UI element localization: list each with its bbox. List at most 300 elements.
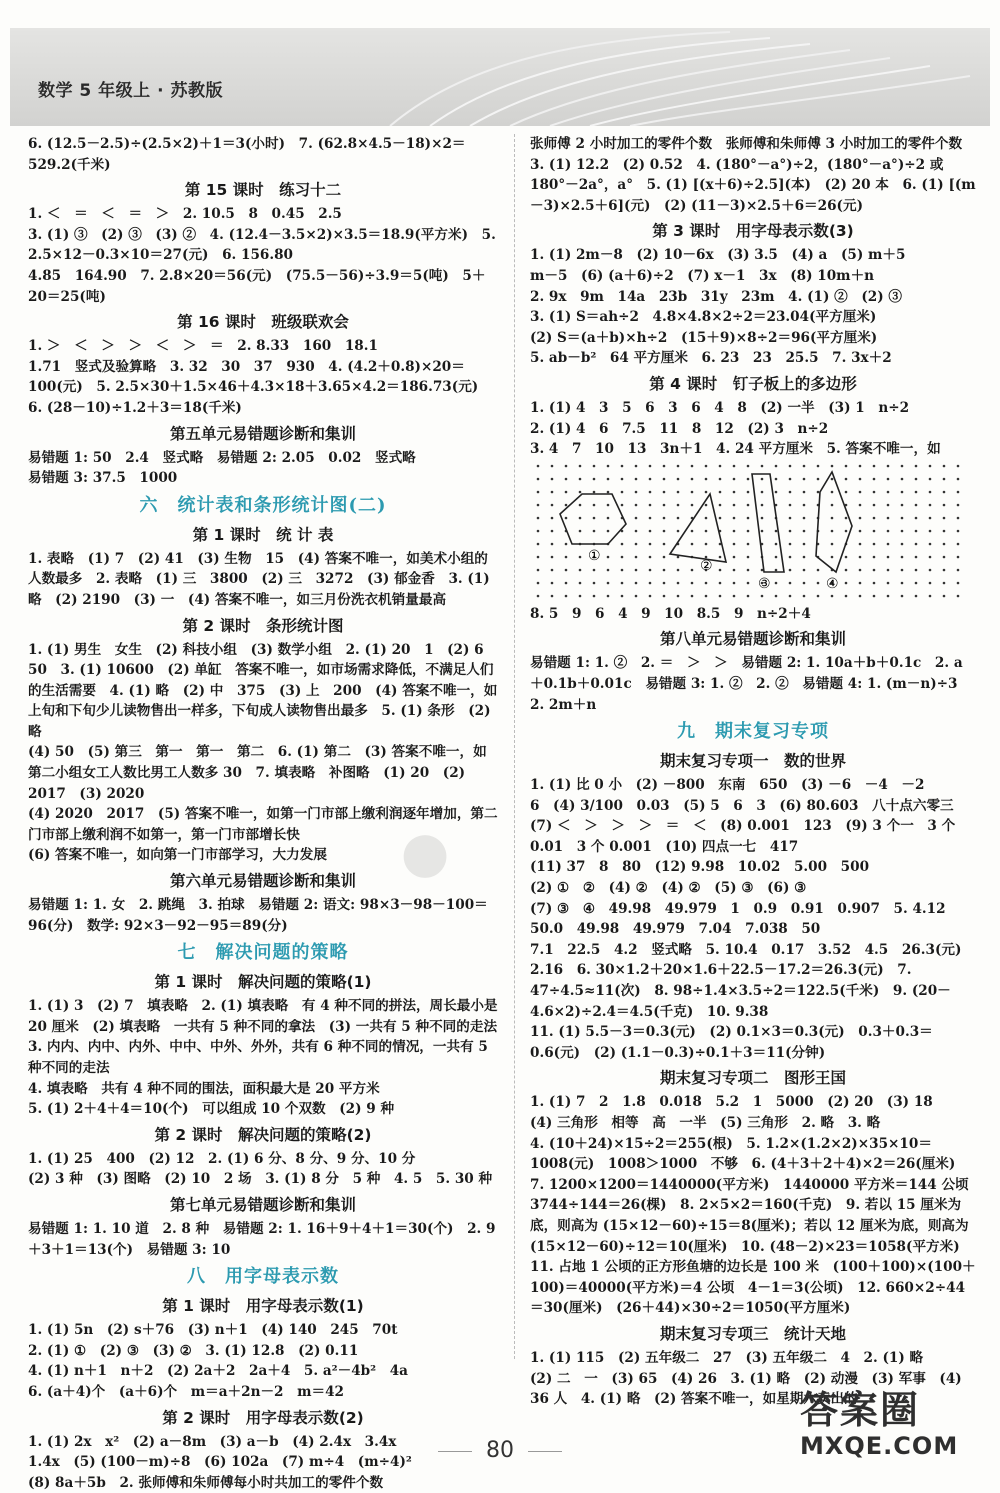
geoboard-peg: [593, 503, 596, 506]
geoboard-peg: [565, 555, 568, 558]
geoboard-peg: [887, 477, 890, 480]
geoboard-peg: [915, 464, 918, 467]
answer-block: 1. (1) 4 3 5 6 3 6 4 8 (2) 一半 (3) 1 n÷2 2. (1) 4 6 7.5 11 8 12 (2) 3 n÷2 3. 4 7 10 13 3n＋1 4. 24 平方厘米 5. 答案不唯一，如: [530, 399, 941, 458]
geoboard-peg: [817, 581, 820, 584]
geoboard-peg: [565, 542, 568, 545]
geoboard-peg: [887, 555, 890, 558]
geoboard-peg: [789, 490, 792, 493]
geoboard-peg: [887, 568, 890, 571]
geoboard-peg: [789, 477, 792, 480]
geoboard-peg: [859, 464, 862, 467]
polygon-3: [752, 474, 784, 572]
geoboard-peg: [789, 594, 792, 597]
geoboard-peg: [901, 490, 904, 493]
geoboard-peg: [537, 568, 540, 571]
geoboard-peg: [901, 464, 904, 467]
footer-dash-right: [528, 1451, 562, 1452]
geoboard-peg: [677, 581, 680, 584]
lesson-heading: 第七单元易错题诊断和集训: [169, 1195, 356, 1214]
geoboard-peg: [761, 477, 764, 480]
geoboard-peg: [565, 464, 568, 467]
geoboard-peg: [551, 503, 554, 506]
geoboard-peg: [635, 503, 638, 506]
page-number: 80: [486, 1438, 514, 1463]
geoboard-peg: [929, 464, 932, 467]
geoboard-peg: [593, 594, 596, 597]
answer-block: 易错题 1: 1. 女 2. 跳绳 3. 拍球 易错题 2: 语文: 98×3－98－100＝96(分) 数学: 92×3－92－95＝89(分): [28, 897, 488, 934]
geoboard-peg: [649, 568, 652, 571]
geoboard-peg: [649, 542, 652, 545]
geoboard-peg: [943, 503, 946, 506]
geoboard-peg: [761, 464, 764, 467]
geoboard-peg: [831, 477, 834, 480]
lesson-heading: 第 1 课时 统 计 表: [192, 525, 334, 544]
geoboard-peg: [537, 529, 540, 532]
geoboard-peg: [957, 594, 960, 597]
geoboard-peg: [929, 555, 932, 558]
geoboard-peg: [929, 529, 932, 532]
geoboard-peg: [873, 568, 876, 571]
geoboard-peg: [943, 594, 946, 597]
geoboard-peg: [747, 581, 750, 584]
geoboard-peg: [649, 529, 652, 532]
geoboard-peg: [761, 490, 764, 493]
geoboard-peg: [901, 516, 904, 519]
geoboard-peg: [663, 490, 666, 493]
geoboard-peg: [915, 555, 918, 558]
geoboard-peg: [607, 490, 610, 493]
geoboard-peg: [719, 568, 722, 571]
geoboard-peg: [859, 542, 862, 545]
answer-block: 1. (1) 25 400 (2) 12 2. (1) 6 分、8 分、9 分、10 分 (2) 3 种 (3) 图略 (2) 10 2 场 3. (1) 8 分 5 种 4. 5 5. 30 种: [28, 1150, 493, 1188]
geoboard-peg: [789, 555, 792, 558]
geoboard-peg: [607, 568, 610, 571]
geoboard-peg: [579, 503, 582, 506]
geoboard-peg: [845, 477, 848, 480]
geoboard-peg: [719, 516, 722, 519]
geoboard-peg: [719, 581, 722, 584]
geoboard-peg: [761, 516, 764, 519]
geoboard-peg: [593, 529, 596, 532]
geoboard-peg: [761, 529, 764, 532]
geoboard-peg: [733, 516, 736, 519]
geoboard-peg: [635, 581, 638, 584]
geoboard-peg: [859, 568, 862, 571]
geoboard-peg: [537, 555, 540, 558]
figure-label-3: ③: [758, 575, 771, 592]
geoboard-peg: [887, 490, 890, 493]
geoboard-peg: [607, 503, 610, 506]
geoboard-peg: [621, 542, 624, 545]
geoboard-peg: [859, 529, 862, 532]
geoboard-peg: [859, 503, 862, 506]
geoboard-peg: [775, 477, 778, 480]
answer-block: 1. 表略 (1) 7 (2) 41 (3) 生物 15 (4) 答案不唯一，如美术小组的人数最多 2. 表略 (1) 三 3800 (2) 三 3272 (3) 郁金香 3. (1) 略 (2) 2190 (3) 一 (4) 答案不唯一，如三月份洗衣机销量最高: [28, 550, 495, 608]
geoboard-peg: [929, 568, 932, 571]
geoboard-peg: [803, 555, 806, 558]
geoboard-peg: [677, 490, 680, 493]
geoboard-peg: [579, 490, 582, 493]
geoboard-peg: [775, 464, 778, 467]
geoboard-peg: [775, 555, 778, 558]
geoboard-peg: [677, 568, 680, 571]
geoboard-peg: [775, 529, 778, 532]
geoboard-peg: [943, 464, 946, 467]
geoboard-peg: [635, 464, 638, 467]
geoboard-peg: [635, 490, 638, 493]
geoboard-peg: [747, 529, 750, 532]
geoboard-peg: [537, 490, 540, 493]
geoboard-peg: [551, 555, 554, 558]
geoboard-peg: [551, 464, 554, 467]
geoboard-peg: [887, 516, 890, 519]
geoboard-peg: [537, 503, 540, 506]
geoboard-peg: [957, 477, 960, 480]
lesson-heading: 第 1 课时 解决问题的策略(1): [154, 973, 372, 992]
answer-block: 易错题 1: 1. ② 2. ＝ ＞ ＞ 易错题 2: 1. 10a＋b＋0.1c 2. a＋0.1b＋0.01c 易错题 3: 1. ② 2. ② 易错题 4: 1. (m－n)÷3 2. 2m＋n: [530, 655, 972, 713]
geoboard-peg: [873, 594, 876, 597]
geoboard-peg: [831, 503, 834, 506]
geoboard-peg: [775, 490, 778, 493]
geoboard-peg: [719, 477, 722, 480]
geoboard-peg: [803, 581, 806, 584]
geoboard-peg: [915, 503, 918, 506]
geoboard-peg: [901, 581, 904, 584]
geoboard-peg: [607, 555, 610, 558]
geoboard-peg: [957, 542, 960, 545]
geoboard-peg: [705, 594, 708, 597]
geoboard-peg: [677, 503, 680, 506]
geoboard-peg: [957, 503, 960, 506]
page-header-title: 数学 5 年级上 · 苏教版: [38, 81, 223, 101]
geoboard-peg: [691, 490, 694, 493]
geoboard-peg: [719, 594, 722, 597]
geoboard-peg: [733, 477, 736, 480]
geoboard-peg: [845, 581, 848, 584]
geoboard-peg: [607, 516, 610, 519]
geoboard-peg: [663, 581, 666, 584]
geoboard-peg: [705, 490, 708, 493]
geoboard-peg: [873, 581, 876, 584]
geoboard-peg: [957, 568, 960, 571]
geoboard-peg: [565, 516, 568, 519]
geoboard-peg: [747, 568, 750, 571]
geoboard-peg: [789, 516, 792, 519]
geoboard-peg: [649, 477, 652, 480]
geoboard-peg: [803, 490, 806, 493]
geoboard-peg: [677, 516, 680, 519]
geoboard-peg: [957, 529, 960, 532]
geoboard-peg: [817, 490, 820, 493]
geoboard-peg: [747, 477, 750, 480]
geoboard-peg: [663, 594, 666, 597]
geoboard-peg: [901, 542, 904, 545]
geoboard-peg: [677, 555, 680, 558]
geoboard-peg: [831, 490, 834, 493]
geoboard-peg: [733, 594, 736, 597]
geoboard-peg: [817, 568, 820, 571]
geoboard-peg: [873, 490, 876, 493]
geoboard-peg: [593, 516, 596, 519]
geoboard-peg: [649, 581, 652, 584]
lesson-heading: 第五单元易错题诊断和集训: [169, 424, 356, 443]
geoboard-peg: [929, 490, 932, 493]
geoboard-peg: [537, 594, 540, 597]
geoboard-peg: [663, 477, 666, 480]
geoboard-peg: [915, 594, 918, 597]
lesson-heading: 第 1 课时 用字母表示数(1): [162, 1297, 364, 1316]
geoboard-peg: [733, 542, 736, 545]
geoboard-peg: [733, 581, 736, 584]
geoboard-peg: [775, 581, 778, 584]
site-logo: [800, 1388, 990, 1466]
geoboard-peg: [621, 555, 624, 558]
geoboard-peg: [761, 594, 764, 597]
geoboard-peg: [901, 555, 904, 558]
geoboard-peg: [845, 490, 848, 493]
geoboard-peg: [649, 490, 652, 493]
geoboard-peg: [621, 568, 624, 571]
geoboard-peg: [621, 490, 624, 493]
geoboard-peg: [551, 594, 554, 597]
geoboard-peg: [705, 503, 708, 506]
geoboard-peg: [831, 594, 834, 597]
geoboard-peg: [831, 464, 834, 467]
geoboard-peg: [943, 568, 946, 571]
geoboard-peg: [579, 568, 582, 571]
geoboard-peg: [943, 529, 946, 532]
geoboard-peg: [887, 542, 890, 545]
geoboard-peg: [901, 503, 904, 506]
geoboard-peg: [943, 490, 946, 493]
geoboard-peg: [957, 555, 960, 558]
answer-block: 易错题 1: 1. 10 道 2. 8 种 易错题 2: 1. 16＋9＋4＋1＝30(个) 2. 9＋3＋1＝13(个) 易错题 3: 10: [28, 1220, 496, 1258]
geoboard-peg: [537, 581, 540, 584]
geoboard-peg: [901, 477, 904, 480]
geoboard-peg: [915, 516, 918, 519]
lesson-heading: 期末复习专项三 统计天地: [659, 1324, 846, 1343]
geoboard-peg: [887, 503, 890, 506]
geoboard-peg: [551, 542, 554, 545]
geoboard-peg: [551, 568, 554, 571]
answer-block: 1. (1) 3 (2) 7 填表略 2. (1) 填表略 有 4 种不同的拼法，周长最小是 20 厘米 (2) 填表略 一共有 5 种不同的拿法 (3) 一共有 5 种不同的走法 3. 内内、内中、内外、中中、中外、外外，共有 6 种不同的情况，一共有 5 种不同的走法 4. 填表略 共有 4 种不同的围法，面积最大是 20 平方米 5. (1) 2＋4＋4＝10(个) 可以组成 10 个双数 (2) 9 种: [28, 998, 498, 1118]
geoboard-peg: [957, 464, 960, 467]
geoboard-peg: [733, 464, 736, 467]
geoboard-peg: [691, 594, 694, 597]
lesson-heading: 第 16 课时 班级联欢会: [177, 313, 349, 332]
geoboard-peg: [677, 529, 680, 532]
geoboard-peg: [691, 568, 694, 571]
geoboard-peg: [607, 529, 610, 532]
watermark: ●: [395, 816, 454, 889]
geoboard-figure: [530, 462, 976, 602]
geoboard-peg: [915, 542, 918, 545]
lesson-heading: 第八单元易错题诊断和集训: [659, 630, 846, 649]
figure-label-2: ②: [700, 557, 713, 574]
geoboard-peg: [537, 542, 540, 545]
lesson-heading: 期末复习专项二 图形王国: [659, 1069, 846, 1088]
geoboard-peg: [887, 581, 890, 584]
geoboard-peg: [859, 490, 862, 493]
geoboard-peg: [873, 477, 876, 480]
left-column: [28, 134, 498, 1493]
geoboard-peg: [859, 555, 862, 558]
geoboard-peg: [663, 503, 666, 506]
geoboard-peg: [649, 555, 652, 558]
lesson-heading: 第 2 课时 条形统计图: [182, 616, 344, 635]
geoboard-peg: [775, 542, 778, 545]
answer-block: 1. (1) 男生 女生 (2) 科技小组 (3) 数学小组 2. (1) 20 1 (2) 6 50 3. (1) 10600 (2) 单缸 答案不唯一，如市场需求降低，不满足人们的生活需要 4. (1) 略 (2) 中 375 (3) 上 200 (4) 答案不唯一，如上旬和下旬少儿读物售出一样多，下旬成人读物售出最多 5. (1) 条形 (2) 略 (4) 50 (5) 第三 第一 第一 第二 6. (1) 第二 (3) 答案不唯一，如第二小组女工人数比男工人数多 30 7. 填表略 补图略 (1) 20 (2) 2017 (3) 2020 (4) 2020 2017 (5) 答案不唯一，如第一门市部上缴利润逐年增加，第二门市部上缴利润不如第一，第一门市部增长快 (6) 答案不唯一，如向第一门市部学习，大力发展: [28, 641, 498, 864]
geoboard-peg: [887, 594, 890, 597]
logo-text-bottom: MXQE.COM: [800, 1432, 959, 1460]
geoboard-peg: [621, 581, 624, 584]
geoboard-peg: [943, 542, 946, 545]
geoboard-peg: [845, 516, 848, 519]
geoboard-peg: [845, 568, 848, 571]
geoboard-peg: [621, 503, 624, 506]
geoboard-peg: [551, 477, 554, 480]
geoboard-peg: [859, 581, 862, 584]
lesson-heading: 期末复习专项一 数的世界: [659, 752, 846, 771]
lesson-heading: 第 2 课时 用字母表示数(2): [162, 1408, 364, 1427]
geoboard-peg: [551, 581, 554, 584]
answer-block: 1. (1) 115 (2) 五年级二 27 (3) 五年级二 4 2. (1) 略 (2) 二 一 (3) 65 (4) 26 3. (1) 略 (2) 动漫 (3) 军事 (4) 36 人 4. (1) 略 (2) 答案不唯一，如星期六卖出的: [530, 1349, 962, 1408]
logo-text-top: 答案圈: [800, 1388, 921, 1432]
polygon-1: [560, 494, 626, 544]
geoboard-peg: [649, 464, 652, 467]
geoboard-peg: [789, 568, 792, 571]
geoboard-peg: [929, 542, 932, 545]
geoboard-peg: [859, 516, 862, 519]
geoboard-peg: [593, 477, 596, 480]
geoboard-peg: [817, 477, 820, 480]
geoboard-peg: [635, 529, 638, 532]
geoboard-peg: [747, 542, 750, 545]
unit-title: 七 解决问题的策略: [177, 942, 349, 964]
geoboard-peg: [929, 581, 932, 584]
geoboard-peg: [873, 542, 876, 545]
geoboard-peg: [733, 503, 736, 506]
geoboard-peg: [831, 516, 834, 519]
geoboard-peg: [691, 542, 694, 545]
geoboard-peg: [943, 477, 946, 480]
geoboard-peg: [789, 529, 792, 532]
geoboard-peg: [901, 594, 904, 597]
geoboard-peg: [859, 477, 862, 480]
geoboard-peg: [887, 529, 890, 532]
geoboard-peg: [719, 490, 722, 493]
geoboard-peg: [635, 477, 638, 480]
geoboard-peg: [705, 542, 708, 545]
geoboard-peg: [705, 464, 708, 467]
geoboard-peg: [635, 568, 638, 571]
geoboard-peg: [649, 503, 652, 506]
answer-block: 1. (1) 5n (2) s＋76 (3) n＋1 (4) 140 245 70t 2. (1) ① (2) ③ (3) ② 3. (1) 12.8 (2) 0.11 4. (1) n＋1 n＋2 (2) 2a＋2 2a＋4 5. a²－4b² 4a 6. (a＋4)个 (a＋6)个 m＝a＋2n－2 m＝42: [28, 1322, 408, 1400]
geoboard-peg: [845, 555, 848, 558]
answer-block: 1. (1) 比 0 小 (2) －800 东南 650 (3) －6 －4 －2 6 (4) 3/100 0.03 (5) 5 6 3 (6) 80.603 八十点六零三 (7) ＜ ＞ ＞ ＞ ＝ ＜ (8) 0.001 123 (9) 3 个一 3 个 0.01 3 个 0.001 (10) 四点一七 417 (11) 37 8 80 (12) 9.98 10.02 5.00 500 (2) ① ② (4) ② (4) ② (5) ③ (6) ③ (7) ③ ④ 49.98 49.979 1 0.9 0.91 0.907 5. 4.12 50.0 49.98 49.979 7.04 7.038 50 7.1 22.5 4.2 竖式略 5. 10.4 0.17 3.52 4.5 26.3(元) 2.16 6. 30×1.2＋20×1.6＋22.5－17.2＝26.3(元) 7. 47÷4.5≈11(次) 8. 98÷1.4×3.5÷2＝122.5(千米) 9. (20－4.6×2)÷2.4＝4.5(千克) 10. 9.38 11. (1) 5.5－3＝0.3(元) (2) 0.1×3＝0.3(元) 0.3＋0.3＝0.6(元) (2) (1.1－0.3)÷0.1＋3＝11(分钟): [530, 777, 962, 1061]
geoboard-peg: [649, 516, 652, 519]
geoboard-peg: [775, 594, 778, 597]
footer-dash-left: [438, 1451, 472, 1452]
geoboard-peg: [803, 464, 806, 467]
geoboard-peg: [691, 503, 694, 506]
geoboard-peg: [915, 529, 918, 532]
geoboard-peg: [705, 516, 708, 519]
geoboard-peg: [859, 594, 862, 597]
geoboard-peg: [621, 464, 624, 467]
geoboard-peg: [929, 477, 932, 480]
geoboard-peg: [607, 581, 610, 584]
geoboard-peg: [957, 490, 960, 493]
figure-label-4: ④: [826, 575, 839, 592]
geoboard-peg: [789, 542, 792, 545]
geoboard-peg: [845, 594, 848, 597]
geoboard-peg: [901, 529, 904, 532]
geoboard-peg: [943, 516, 946, 519]
lesson-heading: 第 4 课时 钉子板上的多边形: [649, 374, 857, 393]
geoboard-peg: [691, 464, 694, 467]
geoboard-peg: [719, 503, 722, 506]
answer-block: 1. (1) 2m－8 (2) 10－6x (3) 3.5 (4) a (5) m＋5 m－5 (6) (a＋6)÷2 (7) x－1 3x (8) 10m＋n 2. 9x 9m 14a 23b 31y 23m 4. (1) ② (2) ③ 3. (1) S＝ah÷2 4.8×4.8×2÷2＝23.04(平方厘米) (2) S＝(a＋b)×h÷2 (15＋9)×8÷2＝96(平方厘米) 5. ab－b² 64 平方厘米 6. 23 23 25.5 7. 3x＋2: [530, 247, 906, 367]
answer-block: 8. 5 9 6 4 9 10 8.5 9 n÷2＋4: [530, 605, 811, 622]
geoboard-peg: [537, 464, 540, 467]
geoboard-peg: [593, 581, 596, 584]
lesson-heading: 第 3 课时 用字母表示数(3): [652, 222, 854, 241]
geoboard-peg: [831, 542, 834, 545]
geoboard-peg: [803, 568, 806, 571]
geoboard-peg: [845, 529, 848, 532]
geoboard-peg: [593, 490, 596, 493]
right-column: [530, 134, 976, 1410]
geoboard-peg: [803, 477, 806, 480]
geoboard-peg: [789, 503, 792, 506]
geoboard-peg: [803, 542, 806, 545]
geoboard-peg: [817, 594, 820, 597]
geoboard-peg: [803, 516, 806, 519]
geoboard-peg: [579, 594, 582, 597]
geoboard-peg: [565, 594, 568, 597]
geoboard-peg: [803, 529, 806, 532]
geoboard-peg: [537, 516, 540, 519]
geoboard-peg: [719, 464, 722, 467]
geoboard-peg: [747, 594, 750, 597]
geoboard-peg: [649, 594, 652, 597]
geoboard-peg: [915, 581, 918, 584]
answer-block: 1. (1) 2x x² (2) a－8m (3) a－b (4) 2.4x 3.4x 1.4x (5) (100－m)÷8 (6) 102a (7) m÷4 (m÷4)² (8) 8a＋5b 2. 张师傅和朱师傅每小时共加工的零件个数: [28, 1433, 412, 1491]
answer-block: 张师傅 2 小时加工的零件个数 张师傅和朱师傅 3 小时加工的零件个数 3. (1) 12.2 (2) 0.52 4. (180°－a°)÷2，(180°－a°)÷2 或 180°－2a°，a° 5. (1) [(x＋6)÷2.5](本) (2) 20 本 6. (1) [(m－3)×2.5＋6](元) (2) (11－3)×2.5＋6＝26(元): [530, 136, 976, 214]
geoboard-peg: [733, 555, 736, 558]
answer-block: 易错题 1: 50 2.4 竖式略 易错题 2: 2.05 0.02 竖式略 易错题 3: 37.5 1000: [28, 449, 416, 487]
geoboard-peg: [551, 490, 554, 493]
geoboard-peg: [593, 568, 596, 571]
geoboard-peg: [747, 555, 750, 558]
geoboard-peg: [663, 516, 666, 519]
geoboard-peg: [677, 594, 680, 597]
geoboard-peg: [957, 516, 960, 519]
geoboard-peg: [551, 529, 554, 532]
geoboard-peg: [705, 529, 708, 532]
geoboard-peg: [747, 516, 750, 519]
geoboard-peg: [663, 529, 666, 532]
geoboard-peg: [621, 477, 624, 480]
geoboard-peg: [831, 529, 834, 532]
geoboard-peg: [873, 555, 876, 558]
geoboard-peg: [635, 594, 638, 597]
geoboard-peg: [733, 529, 736, 532]
geoboard-peg: [691, 477, 694, 480]
geoboard-peg: [929, 503, 932, 506]
geoboard-peg: [607, 594, 610, 597]
